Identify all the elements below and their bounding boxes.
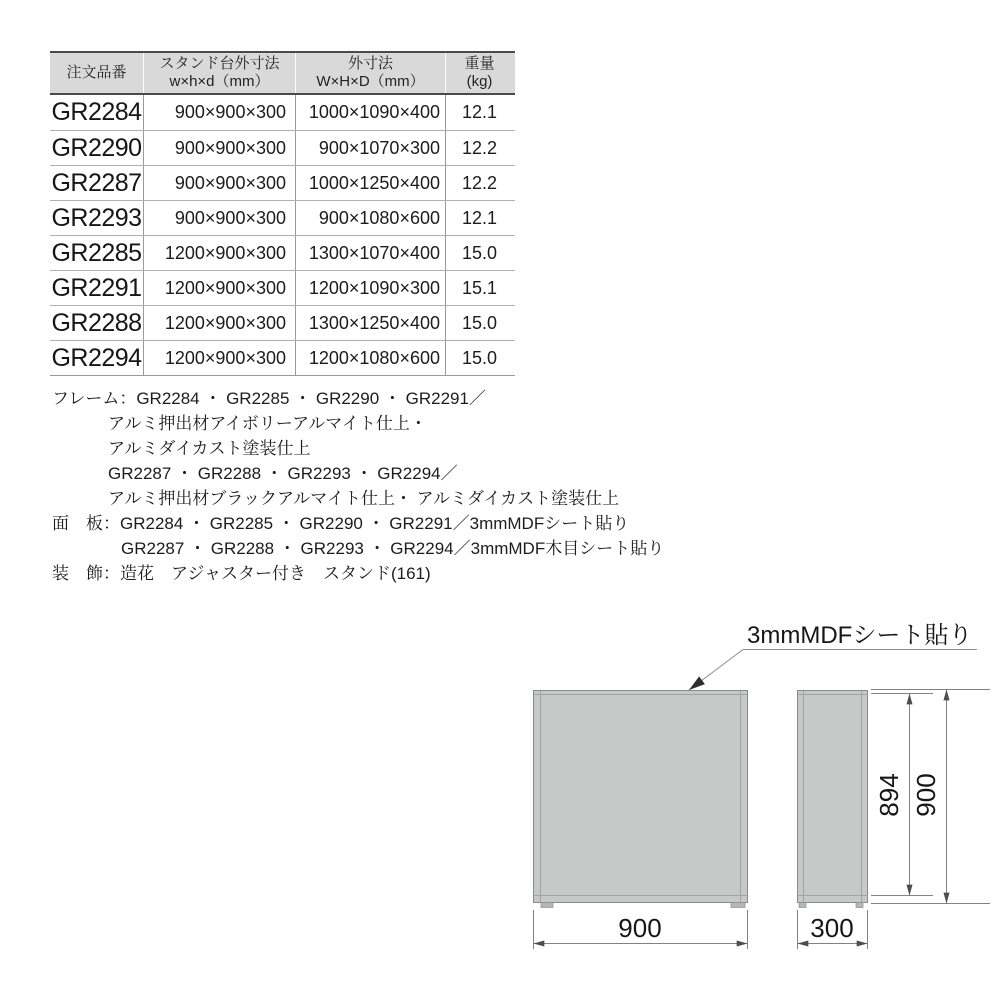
header-order-number [50, 53, 143, 93]
weight-cell: 12.1 [445, 95, 513, 130]
outer-dimensions-cell: 900×1080×600 [295, 201, 445, 235]
stand-dimensions-cell: 1200×900×300 [143, 271, 295, 305]
spec-table [50, 51, 515, 376]
front-view-panel [534, 691, 748, 908]
technical-drawing [515, 612, 995, 972]
note-frame-line: GR2287 ・ GR2288 ・ GR2293 ・ GR2294／ [108, 464, 458, 483]
weight-cell: 15.1 [445, 271, 513, 305]
order-number-cell: GR2288 [51, 308, 142, 337]
table-row [50, 130, 515, 165]
note-panel-line: GR2287 ・ GR2288 ・ GR2293 ・ GR2294／3mmMDF木目シート貼り [121, 539, 665, 558]
adjuster-foot [799, 903, 806, 908]
note-frame-line: フレーム：GR2284 ・ GR2285 ・ GR2290 ・ GR2291／ [52, 389, 486, 408]
adjuster-foot [541, 903, 553, 908]
outer-dimensions-cell: 900×1070×300 [295, 131, 445, 165]
header-label: 外寸法 [347, 55, 393, 72]
weight-cell: 15.0 [445, 306, 513, 340]
order-number-cell: GR2287 [51, 168, 142, 197]
note-decoration-line: 装 飾：造花 アジャスター付き スタンド(161) [52, 564, 431, 583]
adjuster-foot [856, 903, 863, 908]
header-stand-dimensions [143, 53, 295, 93]
header-label: 注文品番 [66, 64, 127, 81]
table-row [50, 340, 515, 375]
outer-dimensions-cell: 1000×1090×400 [295, 95, 445, 130]
mdf-callout-label: 3mmMDFシート貼り [747, 622, 973, 649]
inner-height-value: 894 [874, 773, 904, 817]
outer-dimensions-cell: 1300×1070×400 [295, 236, 445, 270]
order-number-cell: GR2284 [51, 98, 142, 126]
order-number-cell: GR2294 [51, 343, 142, 372]
stand-dimensions-cell: 900×900×300 [143, 131, 295, 165]
header-outer-dimensions [295, 53, 445, 93]
stand-dimensions-cell: 900×900×300 [143, 201, 295, 235]
table-row [50, 305, 515, 340]
table-row [50, 95, 515, 130]
outer-height-value: 900 [911, 773, 941, 817]
note-frame-line: アルミ押出材ブラックアルマイト仕上・ アルミダイカスト塗装仕上 [108, 489, 620, 508]
note-frame-line: アルミダイカスト塗装仕上 [108, 439, 311, 458]
side-view-panel [798, 691, 868, 908]
header-label: スタンド台外寸法 [159, 55, 280, 72]
weight-cell: 12.1 [445, 201, 513, 235]
outer-dimensions-cell: 1200×1090×300 [295, 271, 445, 305]
table-header-row [50, 51, 515, 95]
order-number-cell: GR2290 [51, 133, 142, 162]
adjuster-foot [731, 903, 745, 908]
header-sublabel: (kg) [466, 73, 493, 90]
front-width-value: 900 [618, 913, 662, 943]
outer-dimensions-cell: 1300×1250×400 [295, 306, 445, 340]
outer-dimensions-cell: 1000×1250×400 [295, 166, 445, 200]
weight-cell: 12.2 [445, 166, 513, 200]
table-row [50, 165, 515, 200]
weight-cell: 15.0 [445, 341, 513, 375]
header-label: 重量 [464, 55, 495, 72]
stand-dimensions-cell: 1200×900×300 [143, 341, 295, 375]
table-row [50, 270, 515, 305]
stand-dimensions-cell: 1200×900×300 [143, 236, 295, 270]
order-number-cell: GR2291 [51, 273, 142, 302]
stand-dimensions-cell: 1200×900×300 [143, 306, 295, 340]
weight-cell: 15.0 [445, 236, 513, 270]
header-sublabel: w×h×d（mm） [169, 73, 270, 90]
table-row [50, 235, 515, 270]
order-number-cell: GR2285 [51, 238, 142, 267]
side-depth-value: 300 [810, 913, 854, 943]
weight-cell: 12.2 [445, 131, 513, 165]
order-number-cell: GR2293 [51, 203, 142, 232]
stand-dimensions-cell: 900×900×300 [143, 166, 295, 200]
table-row [50, 200, 515, 235]
header-weight [445, 53, 513, 93]
note-frame-line: アルミ押出材アイボリーアルマイト仕上・ [108, 414, 427, 433]
callout-leader-arrow-icon [689, 650, 743, 691]
outer-dimensions-cell: 1200×1080×600 [295, 341, 445, 375]
spec-notes [0, 386, 760, 586]
stand-dimensions-cell: 900×900×300 [143, 95, 295, 130]
table-body [50, 95, 515, 376]
header-sublabel: W×H×D（mm） [316, 73, 425, 90]
note-panel-line: 面 板：GR2284 ・ GR2285 ・ GR2290 ・ GR2291／3mmMDFシート貼り [52, 514, 630, 533]
